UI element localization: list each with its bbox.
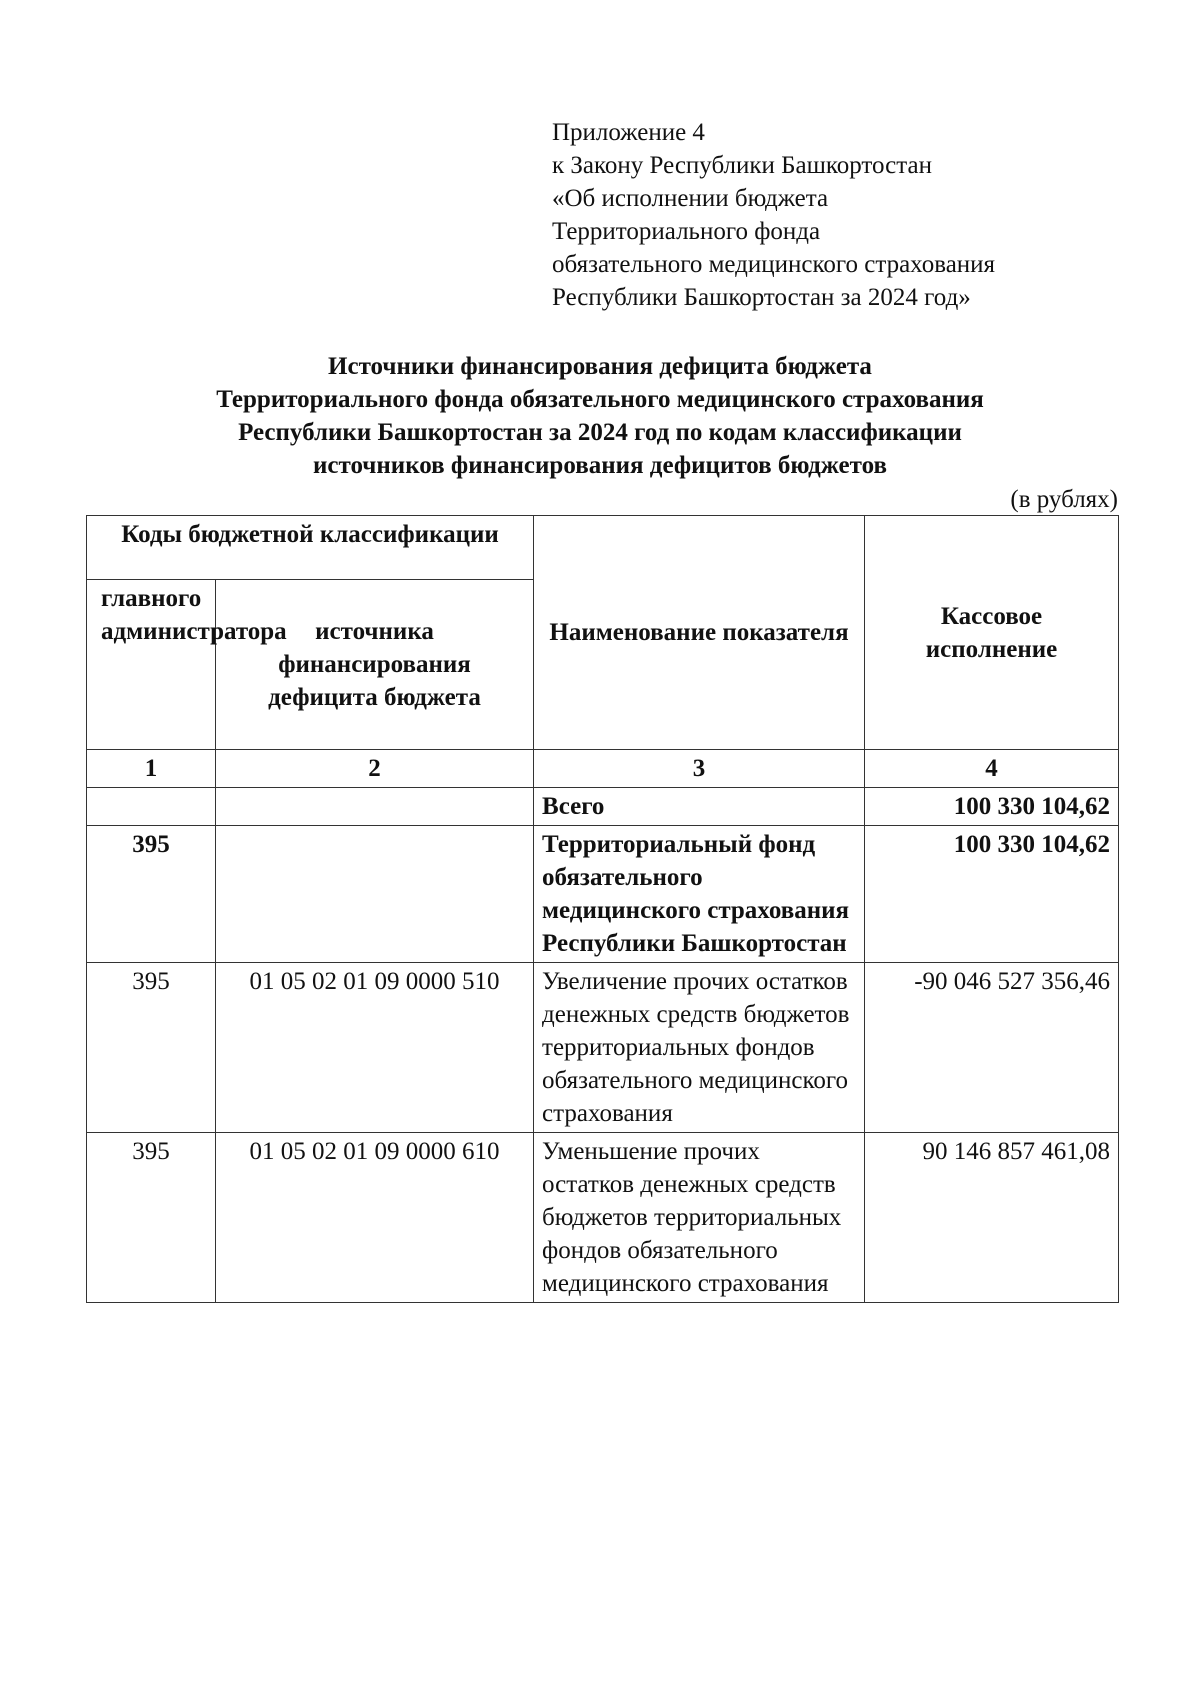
table-row — [87, 788, 1119, 826]
appendix-line: Республики Башкортостан за 2024 год» — [552, 284, 971, 311]
cell-amount: 100 330 104,62 — [865, 788, 1119, 826]
title-line: Источники финансирования дефицита бюджета — [328, 353, 872, 380]
title-line: источников финансирования дефицитов бюджетов — [313, 452, 887, 479]
title-line: Республики Башкортостан за 2024 год по кодам классификации — [238, 419, 962, 446]
cell-admin: 395 — [87, 963, 216, 1133]
cell-code: 01 05 02 01 09 0000 610 — [216, 1133, 534, 1303]
cell-code — [216, 826, 534, 963]
cell-code — [216, 788, 534, 826]
cell-name: Увеличение прочих остатков денежных средств бюджетов территориальных фондов обязательного медицинского страхования — [534, 963, 865, 1133]
cell-name: Территориальный фонд обязательного медицинского страхования Республики Башкортостан — [534, 826, 865, 963]
header-cash-execution: Кассовое исполнение — [865, 516, 1119, 750]
appendix-line: к Закону Республики Башкортостан — [552, 152, 932, 179]
column-number: 1 — [87, 750, 216, 788]
document-title — [60, 350, 1140, 482]
cell-code: 01 05 02 01 09 0000 510 — [216, 963, 534, 1133]
cell-amount: 90 146 857 461,08 — [865, 1133, 1119, 1303]
column-number: 4 — [865, 750, 1119, 788]
column-number: 3 — [534, 750, 865, 788]
cell-admin: 395 — [87, 826, 216, 963]
appendix-line: Приложение 4 — [552, 119, 705, 146]
table-row — [87, 963, 1119, 1133]
sources-table — [86, 515, 1119, 1303]
cell-name: Всего — [534, 788, 865, 826]
title-line: Территориального фонда обязательного медицинского страхования — [216, 386, 984, 413]
column-number: 2 — [216, 750, 534, 788]
table-row — [87, 826, 1119, 963]
header-indicator-name: Наименование показателя — [534, 516, 865, 750]
units-label: (в рублях) — [1010, 486, 1118, 513]
cell-admin: 395 — [87, 1133, 216, 1303]
appendix-line: «Об исполнении бюджета — [552, 185, 829, 212]
cell-admin — [87, 788, 216, 826]
cell-name: Уменьшение прочих остатков денежных средств бюджетов территориальных фондов обязательного медицинского страхования — [534, 1133, 865, 1303]
table-row — [87, 1133, 1119, 1303]
appendix-line: Территориального фонда — [552, 218, 821, 245]
appendix-block — [552, 116, 1112, 314]
header-codes-group: Коды бюджетной классификации — [87, 516, 534, 580]
cell-amount: 100 330 104,62 — [865, 826, 1119, 963]
header-main-administrator: главного администратора — [87, 580, 216, 750]
header-source-code: источника финансирования дефицита бюджета — [216, 580, 534, 750]
cell-amount: -90 046 527 356,46 — [865, 963, 1119, 1133]
appendix-line: обязательного медицинского страхования — [552, 251, 996, 278]
